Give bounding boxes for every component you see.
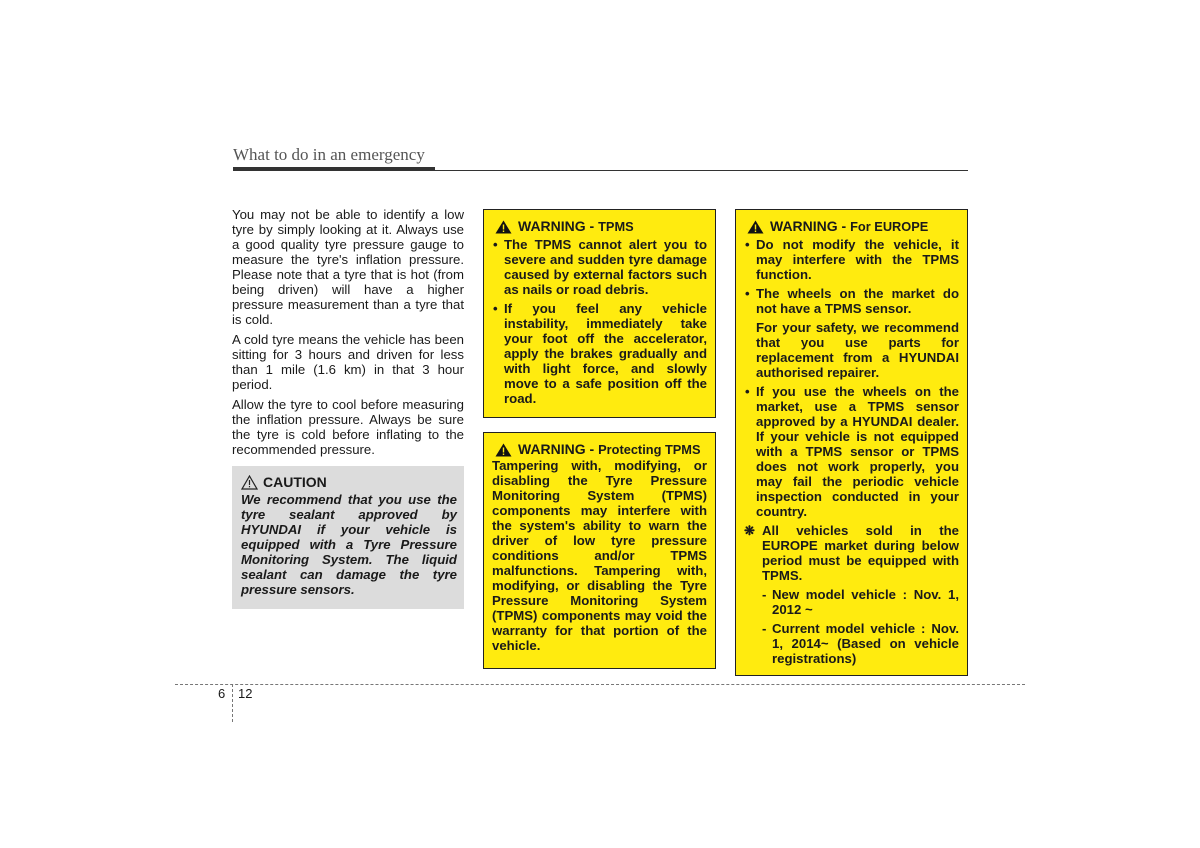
warning-header [492,219,707,234]
warning-list [492,237,707,406]
warning-text: Tampering with, modifying, or disabling the Tyre Pressure Monitoring System (TPMS) components may interfere with the system's ability to warn the driver of low tyre pressure conditions and/or TPMS malfunctions. Tampering with, modifying, or disabling the Tyre Pressure Monitoring System (TPMS) components may void the warranty for that portion of the vehicle. [492,458,707,653]
list-item-text: The wheels on the market do not have a TPMS sensor. [756,286,959,316]
warning-subtitle: TPMS [598,219,634,234]
intro-paragraph: You may not be able to identify a low tyre by simply looking at it. Always use a good quality tyre pressure gauge to measure the tyre's inflation pressure. Please note that a tyre that is hot (from being driven) will have a higher pressure measurement than a tyre that is cold. [232,207,464,327]
warning-box-protecting-tpms [483,432,716,669]
intro-column [232,207,464,462]
dash-item [744,587,959,617]
header-rule [233,170,968,171]
europe-note [744,523,959,583]
caution-box [232,466,464,609]
page-chapter-number: 6 [218,686,226,701]
warning-label: WARNING - [770,218,851,234]
warning-triangle-icon [495,443,512,457]
warning-header [492,442,707,457]
warning-list [744,237,959,519]
list-item-text: Do not modify the vehicle, it may interfere with the TPMS function. [756,237,959,282]
note-text: All vehicles sold in the EUROPE market during below period must be equipped with TPMS. [762,523,959,583]
intro-paragraph: A cold tyre means the vehicle has been sitting for 3 hours and driven for less than 1 mile (1.6 km) in that 3 hour period. [232,332,464,392]
warning-box-europe [735,209,968,676]
dash-mark: - [762,587,767,602]
list-item [744,286,959,380]
caution-text: We recommend that you use the tyre sealant approved by HYUNDAI if your vehicle is equipped with a Tyre Pressure Monitoring System. The liquid sealant can damage the tyre pressure sensors. [241,492,457,597]
dash-item-text: New model vehicle : Nov. 1, 2012 ~ [772,587,959,617]
warning-triangle-icon [747,220,764,234]
intro-paragraph: Allow the tyre to cool before measuring the inflation pressure. Always be sure the tyre is cold before inflating to the recommended pressure. [232,397,464,457]
list-item [744,237,959,282]
warning-triangle-icon [495,220,512,234]
caution-triangle-icon [241,475,258,490]
dash-mark: - [762,621,767,636]
warning-label: WARNING - [518,441,599,457]
list-item: • The TPMS cannot alert you to severe and sudden tyre damage caused by external factors such as nails or road debris. [492,237,707,297]
dash-item-text: Current model vehicle : Nov. 1, 2014~ (Based on vehicle registrations) [772,621,959,666]
list-item-text: If you use the wheels on the market, use a TPMS sensor approved by a HYUNDAI dealer. If your vehicle is not equipped with a TPMS sensor or TPMS does not work properly, you may fail the periodic vehicle inspection conducted in your country. [756,384,959,519]
page-number: 12 [238,686,253,701]
list-item [744,384,959,519]
warning-header [744,219,959,234]
list-item: • If you feel any vehicle instability, immediately take your foot off the accelerator, apply the brakes gradually and with light force, and slowly move to a safe position off the road. [492,301,707,406]
footer-rule [175,684,1025,685]
dash-item [744,621,959,666]
warning-box-tpms [483,209,716,418]
footer-divider [232,684,233,722]
warning-subtitle: Protecting TPMS [598,442,701,457]
warning-label: WARNING - [518,218,599,234]
note-asterisk-icon: ❋ [744,523,756,538]
list-item-extra-text: For your safety, we recommend that you use parts for replacement from a HYUNDAI authorised repairer. [756,320,959,380]
warning-subtitle: For EUROPE [850,219,929,234]
caution-title: CAUTION [263,474,327,490]
caution-header [241,474,457,490]
page-header-title: What to do in an emergency [233,145,425,164]
